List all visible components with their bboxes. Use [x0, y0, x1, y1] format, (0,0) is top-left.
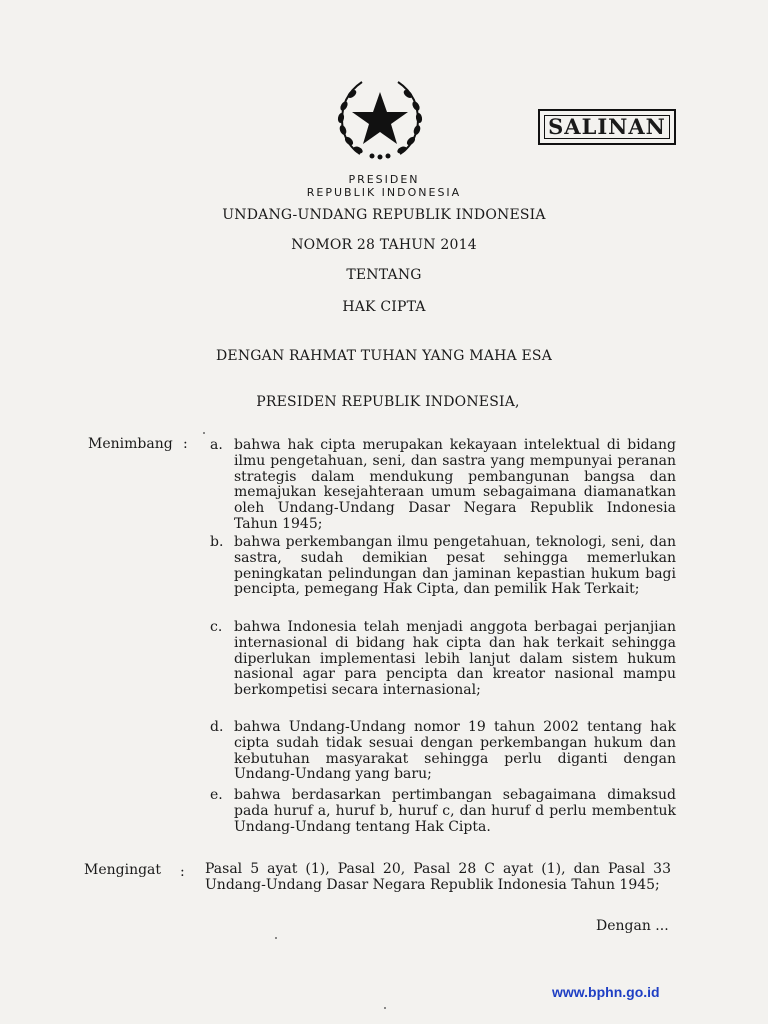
- scan-speck: [384, 1007, 386, 1009]
- item-text: bahwa hak cipta merupakan kekayaan intelektual di bidang ilmu pengetahuan, seni, dan sastra yang mempunyai peranan strategis dalam mendukung pembangunan bangsa dan memajukan kesejahteraan umum sebagaimana diamanatkan oleh Undang-Undang Dasar Negara Republik Indonesia Tahun 1945;: [234, 437, 676, 532]
- item-marker: b.: [210, 534, 224, 550]
- item-text: bahwa berdasarkan pertimbangan sebagaimana dimaksud pada huruf a, huruf b, huruf c, dan huruf d perlu membentuk Undang-Undang tentang Hak Cipta.: [234, 787, 676, 835]
- title-line-1: UNDANG-UNDANG REPUBLIK INDONESIA: [222, 207, 546, 223]
- source-website-link[interactable]: www.bphn.go.id: [552, 984, 660, 1000]
- item-marker: d.: [210, 719, 224, 735]
- mengingat-label: Mengingat: [84, 862, 162, 878]
- salinan-stamp: [538, 109, 676, 145]
- menimbang-label: Menimbang: [88, 436, 173, 452]
- scan-speck: [275, 937, 277, 939]
- title-line-2: NOMOR 28 TAHUN 2014: [291, 237, 477, 253]
- menimbang-item-c: [210, 620, 676, 699]
- menimbang-item-d: [210, 720, 676, 783]
- item-text: bahwa Undang-Undang nomor 19 tahun 2002 tentang hak cipta sudah tidak sesuai dengan perkembangan hukum dan kebutuhan masyarakat sehingga perlu diganti dengan Undang-Undang yang baru;: [234, 719, 676, 783]
- item-marker: c.: [210, 619, 223, 635]
- item-text: bahwa perkembangan ilmu pengetahuan, teknologi, seni, dan sastra, sudah demikian pesat sehingga memerlukan peningkatan pelindungan dan jaminan kepastian hukum bagi pencipta, pemegang Hak Cipta, dan pemilik Hak Terkait;: [234, 534, 676, 598]
- preamble-line-2: PRESIDEN REPUBLIK INDONESIA,: [256, 394, 520, 410]
- page-continuation: Dengan ...: [596, 918, 669, 934]
- mengingat-colon: :: [180, 864, 185, 880]
- header-republik: REPUBLIK INDONESIA: [306, 186, 462, 199]
- menimbang-item-a: [210, 438, 676, 533]
- item-marker: a.: [210, 437, 223, 453]
- item-marker: e.: [210, 787, 223, 803]
- state-emblem-icon: [332, 78, 428, 160]
- menimbang-colon: :: [183, 436, 188, 452]
- item-text: bahwa Indonesia telah menjadi anggota berbagai perjanjian internasional di bidang hak cipta dan hak terkait sehingga diperlukan implementasi lebih lanjut dalam sistem hukum nasional agar para pencipta dan kreator nasional mampu berkompetisi secara internasional;: [234, 619, 676, 699]
- header-presiden: PRESIDEN: [348, 173, 420, 186]
- stamp-label: SALINAN: [548, 114, 666, 139]
- preamble-line-1: DENGAN RAHMAT TUHAN YANG MAHA ESA: [215, 348, 553, 364]
- menimbang-item-b: [210, 535, 676, 598]
- scan-speck: [203, 432, 205, 434]
- title-line-4: HAK CIPTA: [342, 299, 426, 315]
- menimbang-item-e: [210, 788, 676, 835]
- mengingat-text: Pasal 5 ayat (1), Pasal 20, Pasal 28 C ayat (1), dan Pasal 33 Undang-Undang Dasar Negara Republik Indonesia Tahun 1945;: [205, 861, 671, 893]
- title-line-3: TENTANG: [346, 267, 422, 283]
